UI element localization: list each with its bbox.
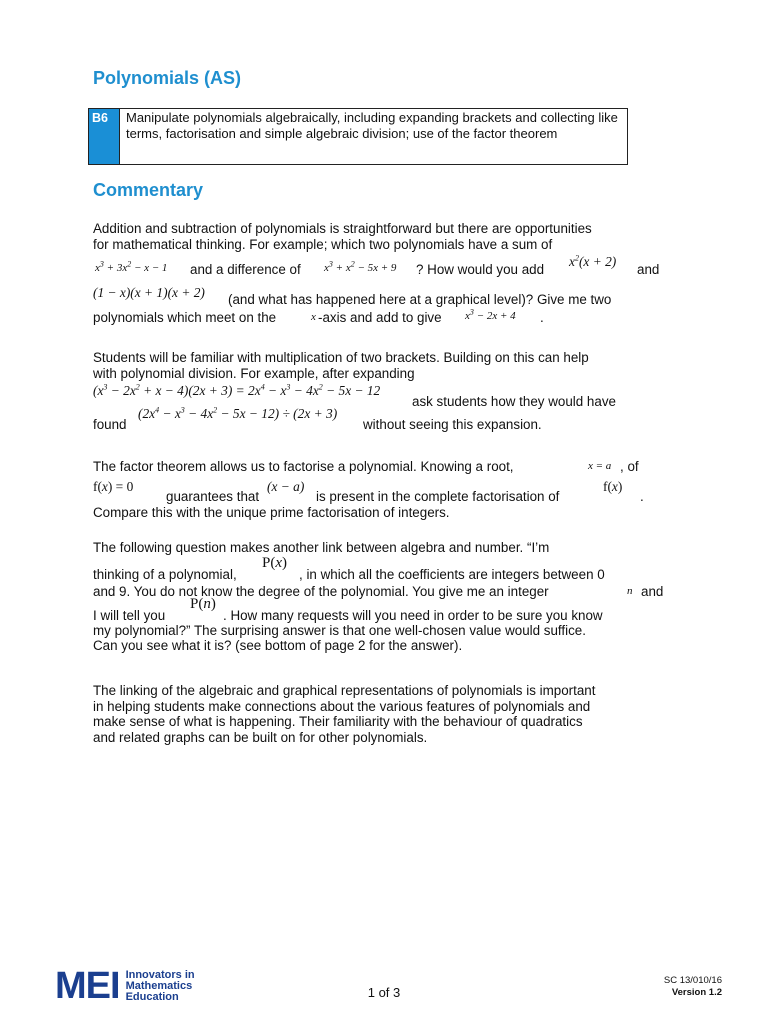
text-line: The following question makes another link between algebra and number. “I’m bbox=[93, 540, 550, 555]
math-expression: x = a bbox=[588, 460, 612, 472]
logo-wordmark: MEI bbox=[55, 965, 120, 1007]
math-expression: $x^3 + 3x^2 - x - 1$ bbox=[95, 259, 168, 274]
text-line: make sense of what is happening. Their familiarity with the behaviour of quadratics bbox=[93, 714, 583, 729]
math-expression: (1 − x)(x + 1)(x + 2) bbox=[93, 285, 205, 300]
paragraph-3 bbox=[93, 459, 683, 521]
text-line: my polynomial?” The surprising answer is that one well-chosen value would suffice. bbox=[93, 622, 586, 638]
page-number: 1 of 3 bbox=[367, 985, 401, 1000]
paragraph-2 bbox=[93, 350, 683, 434]
text-fragment: and bbox=[641, 583, 664, 599]
tagline-line: Mathematics bbox=[125, 979, 193, 992]
math-expression: $(2x^4 - x^3 - 4x^2 - 5x - 12) \div (2x + 3)$ bbox=[138, 405, 338, 421]
spec-text: Manipulate polynomials algebraically, including expanding brackets and collecting like terms, factorisation and simple algebraic division; use of the factor theorem bbox=[119, 109, 627, 164]
text-line: in helping students make connections about the various features of polynomials and bbox=[93, 698, 591, 714]
math-expression: f(x) bbox=[603, 479, 623, 494]
math-expression: f(x) = 0 bbox=[93, 479, 134, 494]
text-fragment: polynomials which meet on the bbox=[93, 310, 277, 325]
text-fragment: The factor theorem allows us to factorise a polynomial. Knowing a root, bbox=[93, 459, 514, 474]
math-expression: n bbox=[627, 584, 633, 597]
text-fragment: , of bbox=[620, 459, 639, 474]
math-expression: $x^3 - 2x + 4$ bbox=[465, 307, 516, 322]
text-line: Can you see what it is? (see bottom of page 2 for the answer). bbox=[93, 638, 463, 653]
text-line: Addition and subtraction of polynomials is straightforward but there are opportunities bbox=[93, 221, 592, 236]
math-expression: P(x) bbox=[262, 554, 288, 571]
text-line: The linking of the algebraic and graphical representations of polynomials is important bbox=[93, 683, 596, 698]
text-fragment: ? How would you add bbox=[416, 262, 545, 277]
text-line: for mathematical thinking. For example; which two polynomials have a sum of bbox=[93, 236, 553, 252]
math-expression: $x^3 + x^2 - 5x + 9$ bbox=[324, 259, 397, 274]
math-expression: x bbox=[311, 311, 316, 323]
tagline-line: Innovators in bbox=[125, 968, 195, 981]
version-label: Version 1.2 bbox=[671, 987, 722, 998]
document-reference bbox=[664, 975, 722, 999]
paragraph-4 bbox=[93, 540, 683, 654]
text-fragment: without seeing this expansion. bbox=[363, 417, 542, 432]
ref-code: SC 13/010/16 bbox=[663, 975, 722, 986]
text-fragment: and a difference of bbox=[190, 262, 301, 277]
text-fragment: . bbox=[540, 310, 544, 325]
math-expression: P(n) bbox=[190, 595, 216, 612]
text-fragment: , in which all the coefficients are integers between 0 bbox=[299, 566, 605, 582]
text-fragment: I will tell you bbox=[93, 607, 166, 623]
text-fragment: . How many requests will you need in order to be sure you know bbox=[223, 607, 603, 623]
math-expression: $x^2(x + 2)$ bbox=[569, 253, 617, 269]
text-fragment: ask students how they would have bbox=[412, 394, 616, 409]
text-fragment: -axis and add to give bbox=[318, 310, 442, 325]
paragraph-1 bbox=[93, 221, 683, 326]
text-line: Students will be familiar with multiplication of two brackets. Building on this can help bbox=[93, 350, 589, 365]
text-fragment: guarantees that bbox=[166, 489, 260, 504]
text-fragment: (and what has happened here at a graphical level)? Give me two bbox=[228, 292, 612, 307]
text-fragment: thinking of a polynomial, bbox=[93, 566, 237, 582]
tagline-line: Education bbox=[125, 990, 179, 1003]
spec-code: B6 bbox=[89, 109, 119, 164]
section-heading: Commentary bbox=[93, 180, 204, 200]
text-fragment: and 9. You do not know the degree of the polynomial. You give me an integer bbox=[93, 583, 549, 599]
text-fragment: found bbox=[93, 417, 127, 432]
text-fragment: is present in the complete factorisation of bbox=[316, 489, 560, 504]
text-fragment: and bbox=[637, 262, 660, 277]
math-expression: (x − a) bbox=[267, 479, 305, 494]
text-line: and related graphs can be built on for other polynomials. bbox=[93, 729, 428, 745]
math-expression: $(x^3 - 2x^2 + x - 4)(2x + 3) = 2x^4 - x^3 - 4x^2 - 5x - 12$ bbox=[93, 382, 381, 398]
text-line: Compare this with the unique prime factorisation of integers. bbox=[93, 505, 450, 520]
text-line: with polynomial division. For example, after expanding bbox=[93, 365, 415, 381]
page-title: Polynomials (AS) bbox=[93, 68, 242, 88]
specification-box bbox=[88, 108, 628, 165]
paragraph-5 bbox=[93, 683, 683, 745]
text-fragment: . bbox=[640, 489, 644, 504]
